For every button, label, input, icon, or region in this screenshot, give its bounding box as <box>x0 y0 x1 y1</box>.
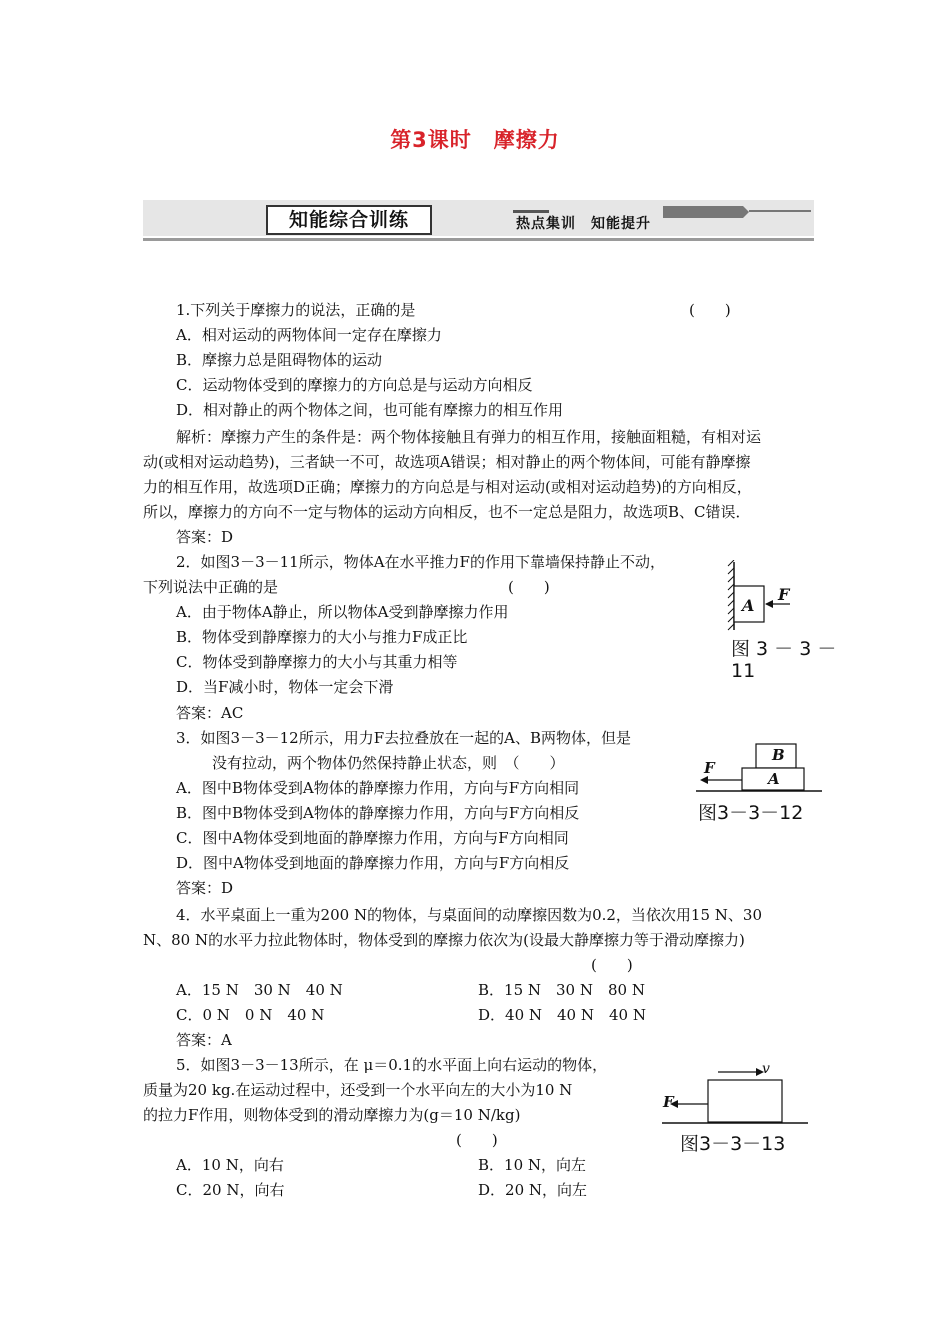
q5-option-c: C．20 N，向右 <box>176 1181 285 1199</box>
q2-option-a: A．由于物体A静止，所以物体A受到静摩擦力作用 <box>176 603 509 621</box>
q5-answer-blank: ( ) <box>456 1131 498 1149</box>
figure-3-3-11-caption-cont: 11 <box>731 660 756 682</box>
figure-3-3-13-caption: 图3－3－13 <box>680 1133 786 1155</box>
q5-stem-line-2: 质量为20 kg.在运动过程中，还受到一个水平向左的大小为10 N <box>143 1081 573 1099</box>
q4-option-d: D．40 N 40 N 40 N <box>478 1006 646 1024</box>
q3-stem-line-1: 3．如图3－3－12所示，用力F去拉叠放在一起的A、B两物体，但是 <box>176 729 631 747</box>
q1-analysis-line-4: 所以，摩擦力的方向不一定与物体的运动方向相反，也不一定总是阻力，故选项B、C错误． <box>143 503 751 521</box>
q1-option-a: A．相对运动的两物体间一定存在摩擦力 <box>176 326 442 344</box>
q1-option-b: B．摩擦力总是阻碍物体的运动 <box>176 351 383 369</box>
banner-subtitle: 热点集训 知能提升 <box>516 216 651 232</box>
q4-option-b: B．15 N 30 N 80 N <box>478 981 645 999</box>
fig12-top-block-label: B <box>772 746 785 764</box>
q5-option-d: D．20 N，向左 <box>478 1181 588 1199</box>
q1-stem: 1.下列关于摩擦力的说法，正确的是 <box>176 301 416 319</box>
q3-stem-line-2: 没有拉动，两个物体仍然保持静止状态，则 （ ） <box>212 754 565 772</box>
q2-option-b: B．物体受到静摩擦力的大小与推力F成正比 <box>176 628 468 646</box>
q4-answer-blank: ( ) <box>591 956 633 974</box>
q2-answer: 答案：AC <box>176 704 244 722</box>
banner-label: 知能综合训练 <box>266 205 432 235</box>
page-title: 第3课时 摩擦力 <box>390 128 560 152</box>
fig13-velocity-label: v <box>762 1061 770 1077</box>
q3-answer: 答案：D <box>176 879 234 897</box>
fig13-force-label: F <box>663 1093 674 1111</box>
q1-answer-blank: ( ) <box>689 301 731 319</box>
q2-answer-blank: ( ) <box>508 578 550 596</box>
q5-option-b: B．10 N，向左 <box>478 1156 587 1174</box>
section-banner <box>143 200 814 242</box>
q5-option-a: A．10 N，向右 <box>176 1156 284 1174</box>
q2-stem-line-1: 2．如图3－3－11所示，物体A在水平推力F的作用下靠墙保持静止不动， <box>176 553 665 571</box>
fig12-force-label: F <box>704 759 715 777</box>
banner-underline <box>143 238 814 241</box>
q2-stem-line-2: 下列说法中正确的是 <box>143 578 279 596</box>
figure-3-3-11-caption: 图 3 － 3 － <box>731 638 837 660</box>
q1-analysis-line-3: 力的相互作用，故选项D正确；摩擦力的方向总是与相对运动(或相对运动趋势)的方向相反， <box>143 478 752 496</box>
q2-option-c: C．物体受到静摩擦力的大小与其重力相等 <box>176 653 458 671</box>
q5-stem-line-1: 5．如图3－3－13所示，在 μ＝0.1的水平面上向右运动的物体， <box>176 1056 608 1074</box>
q1-analysis-line-1: 解析：摩擦力产生的条件是：两个物体接触且有弹力的相互作用，接触面粗糙，有相对运 <box>176 428 762 446</box>
q3-option-b: B．图中B物体受到A物体的静摩擦力作用，方向与F方向相反 <box>176 804 580 822</box>
q1-analysis-line-2: 动(或相对运动趋势)，三者缺一不可，故选项A错误；相对静止的两个物体间，可能有静摩擦 <box>143 453 751 471</box>
q1-answer: 答案：D <box>176 528 234 546</box>
q4-answer: 答案：A <box>176 1031 232 1049</box>
q2-option-d: D．当F减小时，物体一定会下滑 <box>176 678 394 696</box>
fig12-bottom-block-label: A <box>768 770 780 788</box>
figure-3-3-12-caption: 图3－3－12 <box>698 802 804 824</box>
q3-option-a: A．图中B物体受到A物体的静摩擦力作用，方向与F方向相同 <box>176 779 580 797</box>
q4-stem-line-1: 4．水平桌面上一重为200 N的物体，与桌面间的动摩擦因数为0.2，当依次用15 N、30 <box>176 906 762 924</box>
q3-option-d: D．图中A物体受到地面的静摩擦力作用，方向与F方向相反 <box>176 854 570 872</box>
q5-stem-line-3: 的拉力F作用，则物体受到的滑动摩擦力为(g＝10 N/kg) <box>143 1106 521 1124</box>
fig11-block-label: A <box>742 596 755 615</box>
q4-option-c: C．0 N 0 N 40 N <box>176 1006 325 1024</box>
figure-3-3-13-diagram <box>660 1062 810 1130</box>
figure-3-3-11-diagram <box>726 560 806 632</box>
q1-option-d: D．相对静止的两个物体之间，也可能有摩擦力的相互作用 <box>176 401 564 419</box>
q3-option-c: C．图中A物体受到地面的静摩擦力作用，方向与F方向相同 <box>176 829 569 847</box>
q4-stem-line-2: N、80 N的水平力拉此物体时，物体受到的摩擦力依次为(设最大静摩擦力等于滑动摩擦力) <box>143 931 745 949</box>
fig11-force-label: F <box>778 585 790 604</box>
q1-option-c: C．运动物体受到的摩擦力的方向总是与运动方向相反 <box>176 376 533 394</box>
q4-option-a: A．15 N 30 N 40 N <box>176 981 343 999</box>
